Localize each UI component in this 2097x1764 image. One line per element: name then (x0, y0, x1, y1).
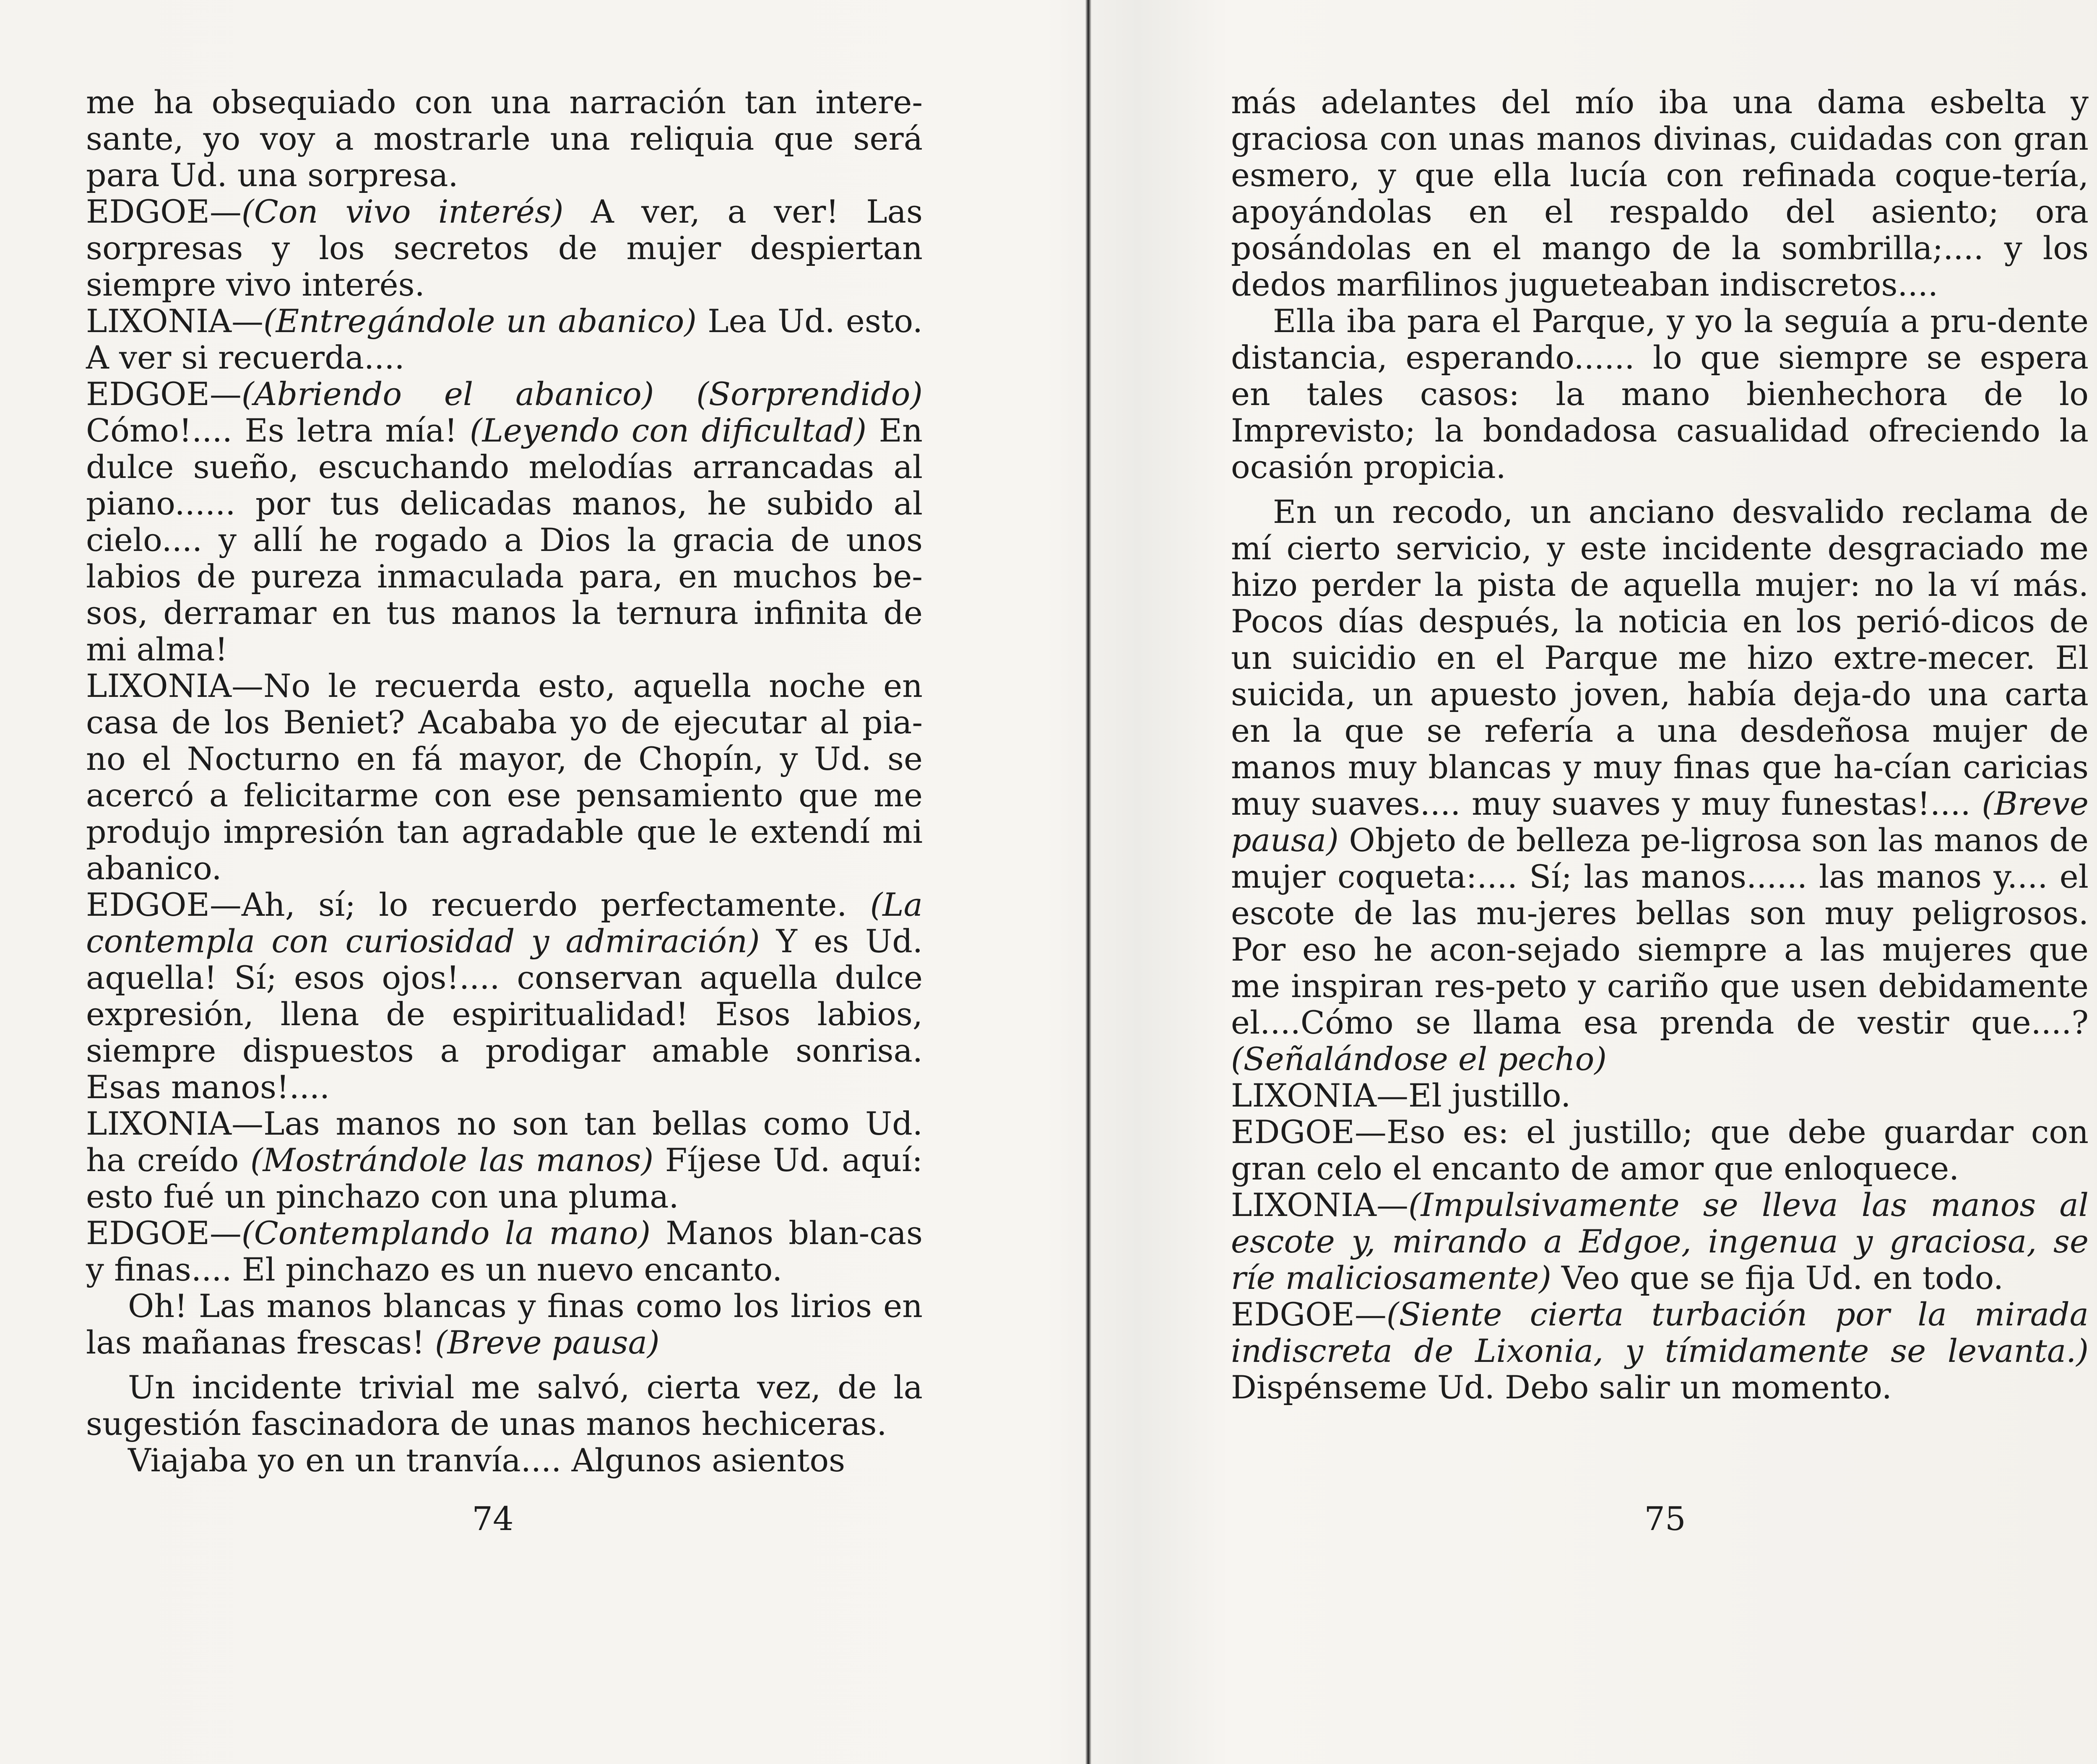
right-page-number: 75 (1644, 1500, 1686, 1538)
text-run: Ella iba para el Parque, y yo la seguía a pru-dente distancia, esperando...... lo que siempre se espera en tales casos: la mano bienhechora de lo Imprevisto; la bondadosa casualidad ofreciendo la ocasión propicia. (1231, 302, 2089, 486)
text-run: Manos blan-cas y finas.... El pinchazo es un nuevo encanto. (86, 1214, 923, 1288)
text-run: LIXONIA— (1231, 1186, 1408, 1224)
text-run: EDGOE— (86, 375, 242, 413)
text-run: me ha obsequiado con una narración tan intere-sante, yo voy a mostrarle una reliquia que será para Ud. una sorpresa. (86, 83, 923, 194)
paragraph (1231, 1114, 2089, 1187)
paragraph (1231, 1077, 2089, 1114)
paragraph (86, 1215, 923, 1288)
text-run: LIXONIA— (86, 302, 263, 340)
paragraph (1231, 1296, 2089, 1405)
stage-direction: (Con vivo interés) (241, 193, 564, 230)
paragraph (86, 1105, 923, 1215)
stage-direction: (Breve pausa) (434, 1324, 660, 1361)
text-run: A ver, a ver! Las sorpresas y los secretos de mujer despiertan siempre vivo interés. (86, 193, 923, 303)
right-page-text (1231, 84, 2089, 1405)
text-run: Y es Ud. aquella! Sí; esos ojos!.... conservan aquella dulce expresión, llena de espiritualidad! Esos labios, siempre dispuestos a prodigar amable sonrisa. Esas manos!.... (86, 922, 923, 1106)
paragraph (86, 376, 923, 668)
stage-direction: (Abriendo el abanico) (241, 375, 654, 413)
paragraph (86, 668, 923, 886)
text-run: Un incidente trivial me salvó, cierta vez, de la sugestión fascinadora de unas manos hechiceras. (86, 1369, 923, 1442)
paragraph (86, 1369, 923, 1442)
paragraph (86, 1288, 923, 1361)
paragraph (86, 1442, 923, 1478)
text-run: Fíjese Ud. aquí: esto fué un pinchazo con una pluma. (86, 1141, 923, 1215)
stage-direction: (Impulsivamente se lleva las manos al escote y, mirando a Edgoe, ingenua y graciosa, se ríe maliciosamente) (1231, 1186, 2089, 1296)
stage-direction: (Mostrándole las manos) (250, 1141, 654, 1179)
stage-direction: (Señalándose el pecho) (1231, 1040, 1607, 1078)
right-page (1231, 84, 2089, 1405)
paragraph (1231, 494, 2089, 1077)
paragraph (1231, 1187, 2089, 1296)
text-run: EDGOE— (1231, 1296, 1387, 1333)
text-run: En un recodo, un anciano desvalido reclama de mí cierto servicio, y este incidente desgraciado me hizo perder la pista de aquella mujer: no la ví más. Pocos días después, la noticia en los perió-dicos de un suicidio en el Parque me hizo extre-mecer. El suicida, un apuesto joven, había deja-do una carta en la que se refería a una desdeñosa mujer de manos muy blancas y muy finas que ha-cían caricias muy suaves.... muy suaves y muy funestas!.... (1231, 493, 2089, 822)
paragraph (1231, 84, 2089, 303)
stage-direction: (Entregándole un abanico) (263, 302, 697, 340)
paragraph (86, 84, 923, 193)
text-run: LIXONIA—Las manos no son tan bellas como Ud. ha creído (86, 1105, 923, 1179)
text-run: Lea Ud. esto. A ver si recuerda.... (86, 302, 923, 376)
text-run: Cómo!.... Es letra mía! (86, 412, 470, 449)
text-run: Dispénseme Ud. Debo salir un momento. (1231, 1369, 1892, 1406)
paragraph (86, 193, 923, 303)
left-page (86, 84, 923, 1478)
text-run: EDGOE—Eso es: el justillo; que debe guardar con gran celo el encanto de amor que enloquece. (1231, 1113, 2089, 1187)
book-gutter (1085, 0, 1091, 1764)
stage-direction: (Sorprendido) (696, 375, 923, 413)
stage-direction: (La contempla con curiosidad y admiración) (86, 886, 923, 960)
text-run: Viajaba yo en un tranvía.... Algunos asientos (128, 1442, 846, 1479)
stage-direction: (Siente cierta turbación por la mirada indiscreta de Lixonia, y tímidamente se levanta.) (1231, 1296, 2089, 1369)
text-run: más adelantes del mío iba una dama esbelta y graciosa con unas manos divinas, cuidadas con gran esmero, y que ella lucía con refinada coque-tería, apoyándolas en el respaldo del asiento; ora posándolas en el mango de la sombrilla;.... y los dedos marfilinos jugueteaban indiscretos.... (1231, 83, 2089, 303)
stage-direction: (Contemplando la mano) (241, 1214, 651, 1252)
left-page-number: 74 (472, 1500, 514, 1538)
text-run: Veo que se fija Ud. en todo. (1551, 1259, 2004, 1296)
paragraph (86, 303, 923, 376)
text-run: LIXONIA—No le recuerda esto, aquella noche en casa de los Beniet? Acababa yo de ejecutar al pia-no el Nocturno en fá mayor, de Chopín, y Ud. se acercó a felicitarme con ese pensamiento que me produjo impresión tan agradable que le extendí mi abanico. (86, 667, 923, 887)
text-run: En dulce sueño, escuchando melodías arrancadas al piano...... por tus delicadas manos, he subido al cielo.... y allí he rogado a Dios la gracia de unos labios de pureza inmaculada para, en muchos be-sos, derramar en tus manos la ternura infinita de mi alma! (86, 412, 923, 668)
paragraph (86, 886, 923, 1105)
stage-direction: (Breve pausa) (1231, 785, 2089, 859)
text-run: EDGOE—Ah, sí; lo recuerdo perfectamente. (86, 886, 870, 923)
text-run: LIXONIA—El justillo. (1231, 1077, 1571, 1114)
text-run: Objeto de belleza pe-ligrosa son las manos de mujer coqueta:.... Sí; las manos...... las manos y.... el escote de las mu-jeres bellas son muy peligrosos. Por eso he acon-sejado siempre a las mujeres que me inspiran res-peto y cariño que usen debidamente el....Cómo se llama esa prenda de vestir que....? (1231, 821, 2089, 1041)
text-run: Oh! Las manos blancas y finas como los lirios en las mañanas frescas! (86, 1287, 923, 1361)
paragraph (1231, 303, 2089, 485)
left-page-text (86, 84, 923, 1478)
text-run: EDGOE— (86, 1214, 242, 1252)
stage-direction: (Leyendo con dificultad) (469, 412, 867, 449)
text-run: EDGOE— (86, 193, 242, 230)
text-run (654, 375, 696, 413)
